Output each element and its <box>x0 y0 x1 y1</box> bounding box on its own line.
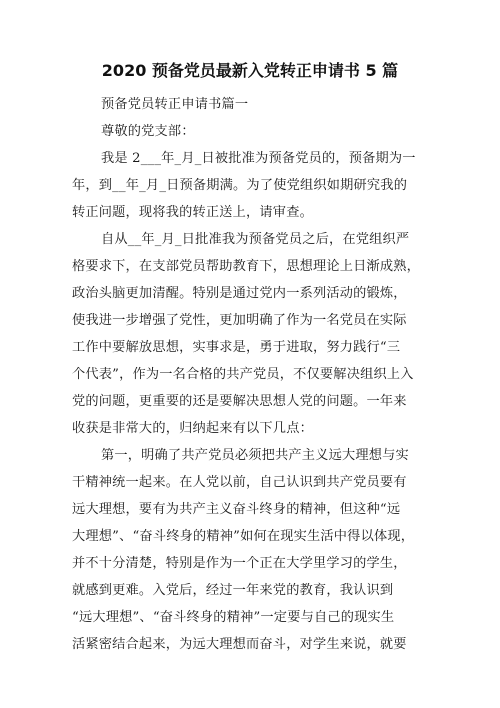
paragraph-line: 格要求下，在支部党员帮助教育下，思想理论上日渐成熟， <box>72 259 421 274</box>
document-title: 2020 预备党员最新入党转正申请书 5 篇 <box>101 61 399 80</box>
section-heading: 预备党员转正申请书篇一 <box>101 97 249 112</box>
paragraph-line: 党的问题，更重要的还是要解决思想人党的问题。一年来 <box>72 394 407 409</box>
paragraph-line: 年，到__年_月_日预备期满。为了使党组织如期研究我的 <box>72 178 408 193</box>
paragraph-line: 第一，明确了共产党员必须把共产主义远大理想与实 <box>101 448 409 463</box>
paragraph-line: 活紧密结合起来，为远大理想而奋斗，对学生来说，就要 <box>72 637 407 652</box>
paragraph-line: 我是 2___年_月_日被批准为预备党员的，预备期为一 <box>101 151 416 166</box>
paragraph-line: 个代表”，作为一名合格的共产党员，不仅要解决组织上入 <box>72 367 414 382</box>
paragraph-line: 并不十分清楚，特别是作为一个正在大学里学习的学生， <box>72 556 407 571</box>
paragraph-line: 转正问题，现将我的转正送上，请审查。 <box>72 205 313 220</box>
paragraph-line: 远大理想，要有为共产主义奋斗终身的精神，但这种“远 <box>72 502 401 517</box>
paragraph-line: 大理想”、“奋斗终身的精神”如何在现实生活中得以体现， <box>72 529 415 544</box>
paragraph-line: 工作中要解放思想，实事求是，勇于进取，努力践行“三 <box>72 340 401 355</box>
paragraph-line: 使我进一步增强了党性，更加明确了作为一名党员在实际 <box>72 313 407 328</box>
paragraph-line: 政治头脑更加清醒。特别是通过党内一系列活动的锻炼， <box>72 286 407 301</box>
salutation: 尊敬的党支部： <box>101 124 195 139</box>
paragraph-line: 收获是非常大的，归纳起来有以下几点： <box>72 421 313 436</box>
paragraph-line: 就感到更难。入党后，经过一年来党的教育，我认识到 <box>72 583 394 598</box>
paragraph-line: “远大理想”、“奋斗终身的精神”一定要与自己的现实生 <box>72 610 395 625</box>
paragraph-line: 自从__年_月_日批准我为预备党员之后，在党组织严 <box>101 232 410 247</box>
paragraph-line: 干精神统一起来。在人党以前，自己认识到共产党员要有 <box>72 475 407 490</box>
